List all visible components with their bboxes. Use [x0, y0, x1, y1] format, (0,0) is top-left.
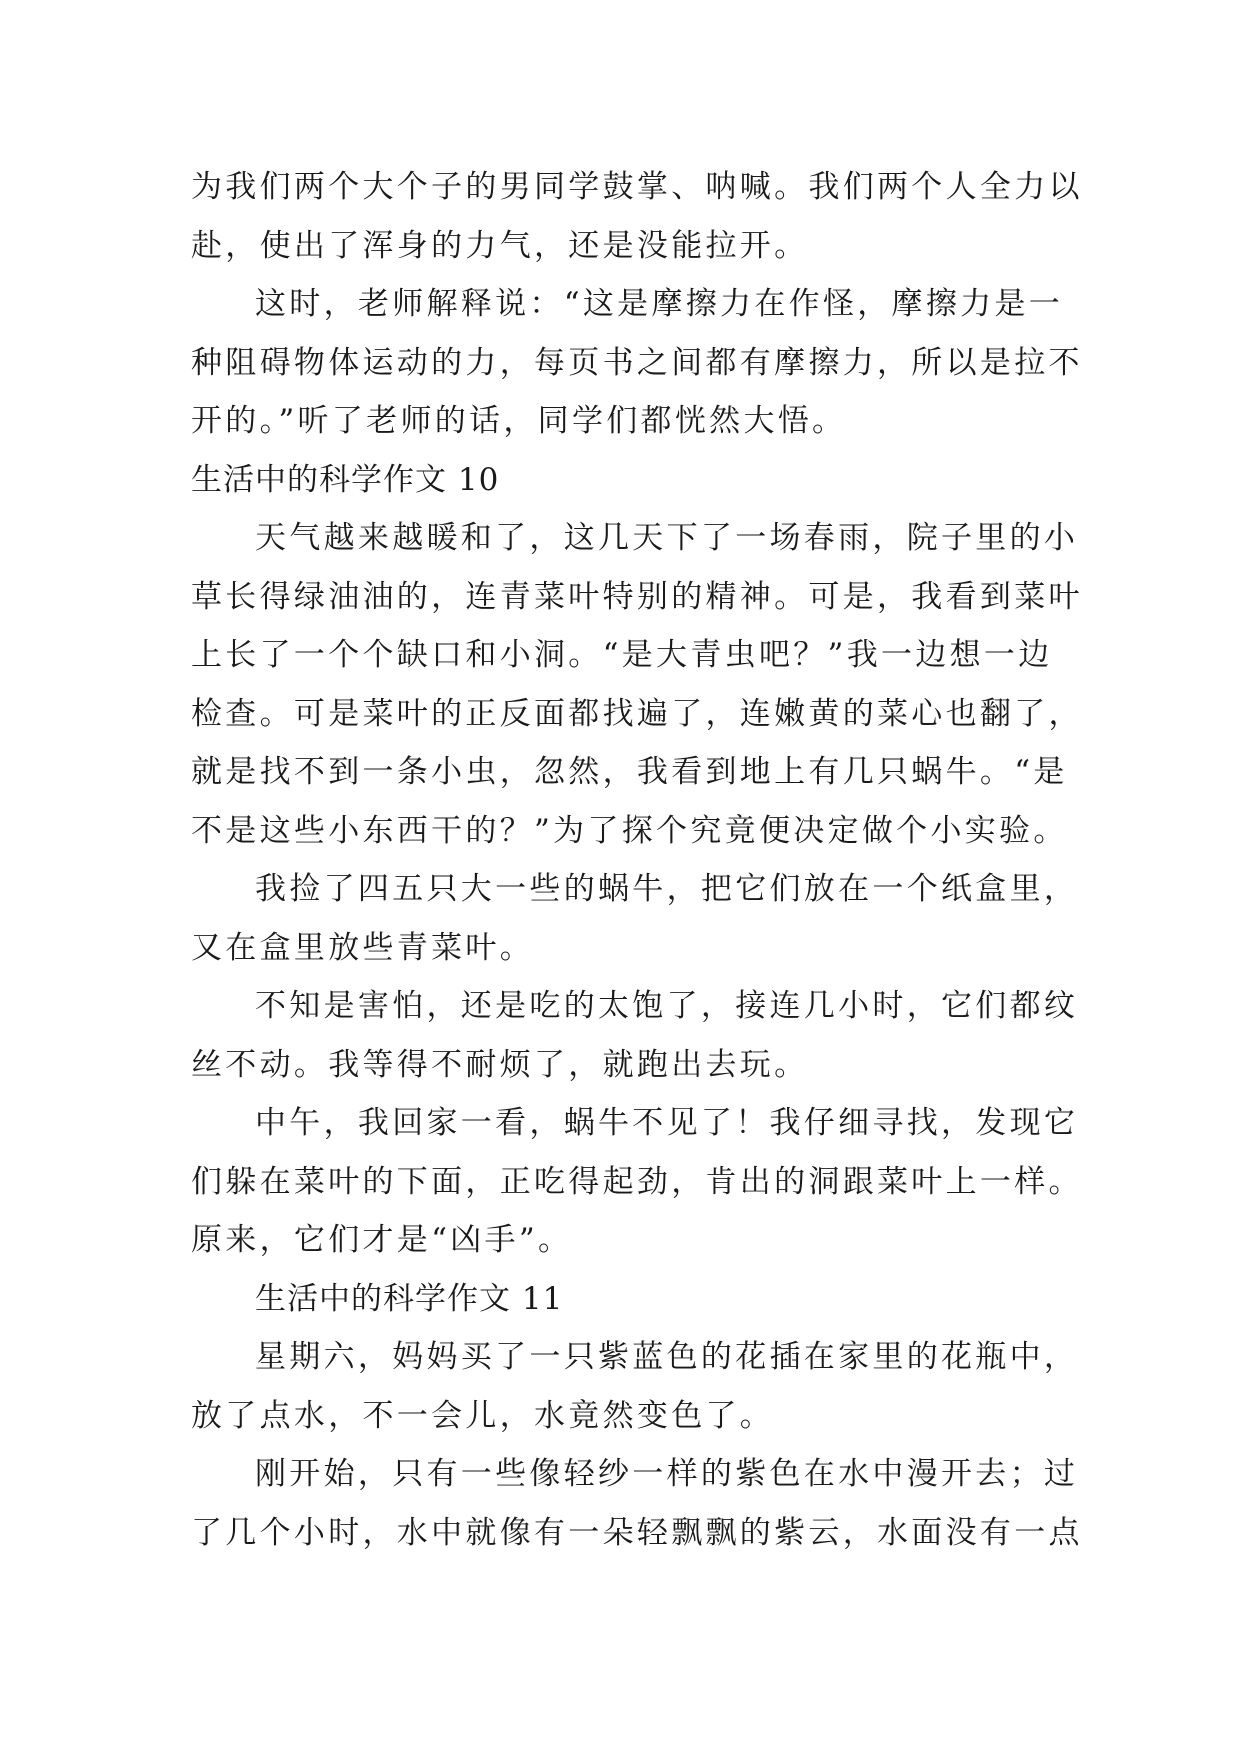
text-line: 上长了一个个缺口和小洞。“是大青虫吧？”我一边想一边 — [191, 637, 1053, 673]
section-heading: 生活中的科学作文 11 — [255, 1280, 564, 1317]
text-line: 不是这些小东西干的？”为了探个究竟便决定做个小实验。 — [191, 812, 1068, 849]
section-heading: 生活中的科学作文 10 — [191, 461, 500, 498]
text-line: 丝不动。我等得不耐烦了，就跑出去玩。 — [191, 1046, 809, 1083]
text-line: 赴，使出了浑身的力气，还是没能拉开。 — [191, 227, 809, 264]
text-line: 又在盒里放些青菜叶。 — [191, 929, 534, 966]
text-line: 草长得绿油油的，连青菜叶特别的精神。可是，我看到菜叶 — [191, 578, 1083, 615]
text-line: 我捡了四五只大一些的蜗牛，把它们放在一个纸盒里， — [255, 871, 1079, 907]
text-line: 天气越来越暖和了，这几天下了一场春雨，院子里的小 — [255, 520, 1079, 556]
text-line: 为我们两个大个子的男同学鼓掌、呐喊。我们两个人全力以 — [191, 169, 1083, 205]
text-line: 不知是害怕，还是吃的太饱了，接连几小时，它们都纹 — [255, 988, 1079, 1024]
text-line: 就是找不到一条小虫，忽然，我看到地上有几只蜗牛。“是 — [191, 754, 1068, 790]
text-line: 检查。可是菜叶的正反面都找遍了，连嫩黄的菜心也翻了， — [191, 695, 1083, 732]
text-line: 放了点水，不一会儿，水竟然变色了。 — [191, 1397, 775, 1434]
text-line: 们躲在菜叶的下面，正吃得起劲，肯出的洞跟菜叶上一样。 — [191, 1163, 1083, 1200]
text-line: 这时，老师解释说：“这是摩擦力在作怪，摩擦力是一 — [255, 286, 1064, 322]
text-line: 种阻碍物体运动的力，每页书之间都有摩擦力，所以是拉不 — [191, 344, 1083, 381]
text-line: 刚开始，只有一些像轻纱一样的紫色在水中漫开去；过 — [255, 1456, 1079, 1492]
text-line: 开的。”听了老师的话，同学们都恍然大悟。 — [191, 403, 847, 439]
text-line: 了几个小时，水中就像有一朵轻飘飘的紫云，水面没有一点 — [191, 1514, 1083, 1551]
document-body — [191, 158, 1083, 1562]
text-line: 原来，它们才是“凶手”。 — [191, 1222, 573, 1258]
text-line: 星期六，妈妈买了一只紫蓝色的花插在家里的花瓶中， — [255, 1339, 1079, 1375]
text-line: 中午，我回家一看，蜗牛不见了！我仔细寻找，发现它 — [255, 1105, 1079, 1141]
